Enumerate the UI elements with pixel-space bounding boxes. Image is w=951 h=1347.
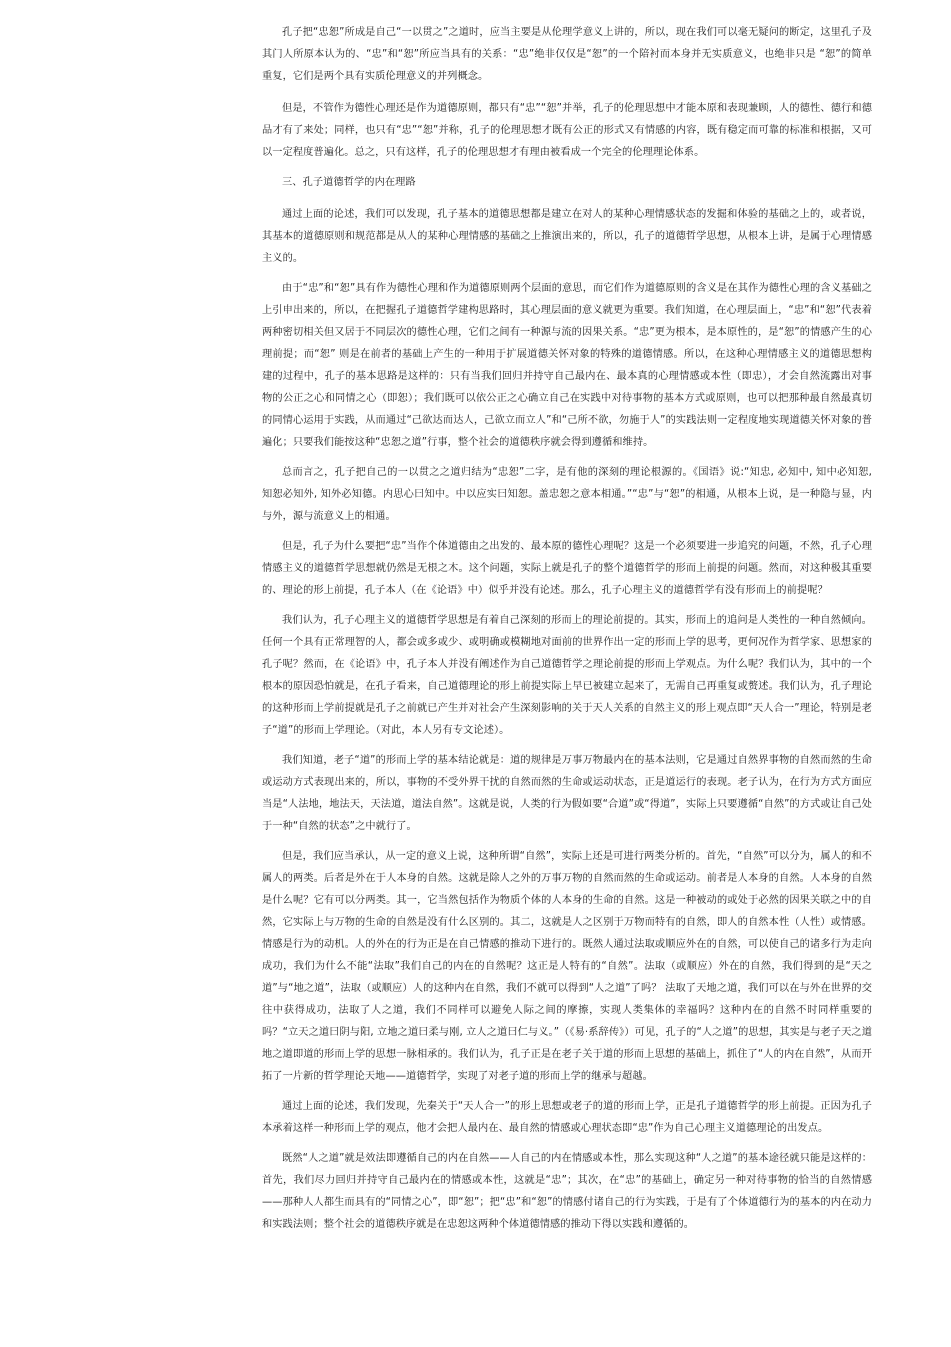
- paragraph-3: 通过上面的论述，我们可以发现，孔子基本的道德思想都是建立在对人的某种心理情感状态的发掘和体验的基础之上的，或者说，其基本的道德原则和规范都是从人的某种心理情感的基础之上推演出来的，所以，孔子的道德哲学思想，从根本上讲，是属于心理情感主义的。: [262, 209, 872, 264]
- paragraph-9: 但是，我们应当承认，从一定的意义上说，这种所谓“自然”，实际上还是可进行两类分析的。首先，“自然”可以分为，属人的和不属人的两类。后者是外在于人本身的自然。这就是除人之外的万事万物的自然而然的生命或运动。前者是人本身的自然。人本身的自然是什么呢？它有可以分两类。其一，它当然包括作为物质个体的人本身的生命的自然。这是一种被动的或处于必然的因果关联之中的自然，它实际上与万物的生命的自然是没有什么区别的。其二，这就是人之区别于万物而特有的自然，即人的自然本性（人性）或情感。情感是行为的动机。人的外在的行为正是在自己情感的推动下进行的。既然人通过法取或顺应外在的自然，可以使自己的诸多行为走向成功，我们为什么不能“法取”我们自己的内在的自然呢？这正是人特有的“自然”。法取（或顺应）外在的自然，我们得到的是“天之道”与“地之道”，法取（或顺应）人的这种内在自然，我们不就可以得到“人之道”了吗？ 法取了天地之道，我们可以在与外在世界的交往中获得成功，法取了人之道，我们不同样可以避免人际之间的摩擦，实现人类集体的幸福吗？这种内在的自然不时同样重要的吗？“立天之道曰阴与阳, 立地之道曰柔与刚, 立人之道曰仁与义。”（《易·系辞传》）可见，孔子的“人之道”的思想，其实是与老子天之道地之道即道的形而上学的思想一脉相承的。我们认为，孔子正是在老子关于道的形而上思想的基础上，抓住了“人的内在自然”，从而开拓了一片新的哲学理论天地——道德哲学，实现了对老子道的形而上学的继承与超越。: [262, 851, 872, 1082]
- paragraph-6: 但是，孔子为什么要把“忠”当作个体道德由之出发的、最本原的德性心理呢？这是一个必须要进一步追究的问题，不然，孔子心理情感主义的道德哲学思想就仍然是无根之木。这个问题，实际上就是孔子的整个道德哲学的形而上前提的问题。然而，对这种极其重要的、理论的形上前提，孔子本人（在《论语》中）似乎并没有论述。那么，孔子心理主义的道德哲学有没有形而上的前提呢？: [262, 541, 872, 596]
- paragraph-11: 既然“人之道”就是效法即遵循自己的内在自然——人自己的内在情感或本性，那么实现这种“人之道”的基本途径就只能是这样的：首先，我们尽力回归并持守自己最内在的情感或本性，这就是“忠”；其次，在“忠”的基础上，确定另一种对待事物的恰当的自然情感——那种人人都生而具有的“同情之心”，即“恕”；把“忠”和“恕”的情感付诸自己的行为实践，于是有了个体道德行为的基本的内在动力和实践法则；整个社会的道德秩序就是在忠恕这两种个体道德情感的推动下得以实践和遵循的。: [262, 1153, 872, 1230]
- paragraph-1: 孔子把“忠恕”所成是自己“一以贯之”之道时，应当主要是从伦理学意义上讲的，所以，现在我们可以毫无疑问的断定，这里孔子及其门人所原本认为的、“忠”和“恕”所应当具有的关系：“忠”绝非仅仅是“恕”的一个陪衬而本身并无实质意义，也绝非只是 “恕”的简单重复，它们是两个具有实质伦理意义的并列概念。: [262, 27, 872, 82]
- paragraph-4: 由于“忠”和“恕”具有作为德性心理和作为道德原则两个层面的意思，而它们作为道德原则的含义是在其作为德性心理的含义基础之上引申出来的，所以，在把握孔子道德哲学建构思路时，其心理层面的意义就更为重要。我们知道，在心理层面上，“忠”和“恕”代表着两种密切相关但又居于不同层次的德性心理，它们之间有一种源与流的因果关系。“忠”更为根本，是本原性的，是“恕”的情感产生的心理前提；而“恕” 则是在前者的基础上产生的一种用于扩展道德关怀对象的特殊的道德情感。所以，在这种心理情感主义的道德思想构建的过程中，孔子的基本思路是这样的：只有当我们回归并持守自己最内在、最本真的心理情感或本性（即忠），才会自然流露出对事物的公正之心和同情之心（即恕）；我们既可以依公正之心确立自己在实践中对待事物的基本方式或原则，也可以把那种最自然最真切的同情心运用于实践，从而通过“己欲达而达人，己欲立而立人”和“己所不欲，勿施于人”的实践法则一定程度地实现道德关怀对象的普遍化；只要我们能按这种“忠恕之道”行事，整个社会的道德秩序就会得到遵循和维持。: [262, 283, 872, 448]
- section-heading: 三、孔子道德哲学的内在理路: [282, 177, 416, 188]
- paragraph-2: 但是，不管作为德性心理还是作为道德原则，都只有“忠”“恕”并举，孔子的伦理思想中才能本原和表现兼顾，人的德性、德行和德品才有了来处；同样，也只有“忠”“恕”并称，孔子的伦理思想才既有公正的形式又有情感的内容，既有稳定而可靠的标准和根据，又可以一定程度普遍化。总之，只有这样，孔子的伦理思想才有理由被看成一个完全的伦理理论体系。: [262, 103, 872, 158]
- paragraph-8: 我们知道，老子“道”的形而上学的基本结论就是：道的规律是万事万物最内在的基本法则，它是通过自然界事物的自然而然的生命或运动方式表现出来的，所以，事物的不受外界干扰的自然而然的生命或运动状态，正是道运行的表现。老子认为，在行为方式方面应当是“人法地，地法天，天法道，道法自然”。这就是说，人类的行为假如要“合道”或“得道”，实际上只要遵循“自然”的方式或让自己处于一种“自然的状态”之中就行了。: [262, 755, 872, 832]
- paragraph-7: 我们认为，孔子心理主义的道德哲学思想是有着自己深刻的形而上的理论前提的。其实，形而上的追问是人类性的一种自然倾向。任何一个具有正常理智的人，都会或多或少、或明确或模糊地对面前的世界作出一定的形而上学的思考，更何况作为哲学家、思想家的孔子呢？然而，在《论语》中，孔子本人并没有阐述作为自己道德哲学之理论前提的形而上学观点。为什么呢？我们认为，其中的一个根本的原因恐怕就是，在孔子看来，自己道德理论的形上前提实际上早已被建立起来了，无需自己再重复或赘述。我们认为，孔子理论的这种形而上学前提就是孔子之前就已产生并对社会产生深刻影响的关于天人关系的自然主义的形上观点即“天人合一”理论，特别是老子“道”的形而上学理论。（对此，本人另有专文论述）。: [262, 615, 872, 736]
- paragraph-10: 通过上面的论述，我们发现，先秦关于“天人合一”的形上思想或老子的道的形而上学，正是孔子道德哲学的形上前提。正因为孔子本承着这样一种形而上学的观点，他才会把人最内在、最自然的情感或心理状态即“忠”作为自己心理主义道德理论的出发点。: [262, 1101, 872, 1134]
- paragraph-5: 总而言之，孔子把自己的一以贯之之道归结为“忠恕”二字，是有他的深刻的理论根源的。《国语》说:“知忠, 必知中, 知中必知恕, 知恕必知外, 知外必知德。内思心曰知中。中以应实曰知恕。盖忠恕之意本相通。”“忠”与“恕”的相通，从根本上说，是一种隐与显，内与外，源与流意义上的相通。: [262, 467, 872, 522]
- document-page: [262, 22, 872, 1244]
